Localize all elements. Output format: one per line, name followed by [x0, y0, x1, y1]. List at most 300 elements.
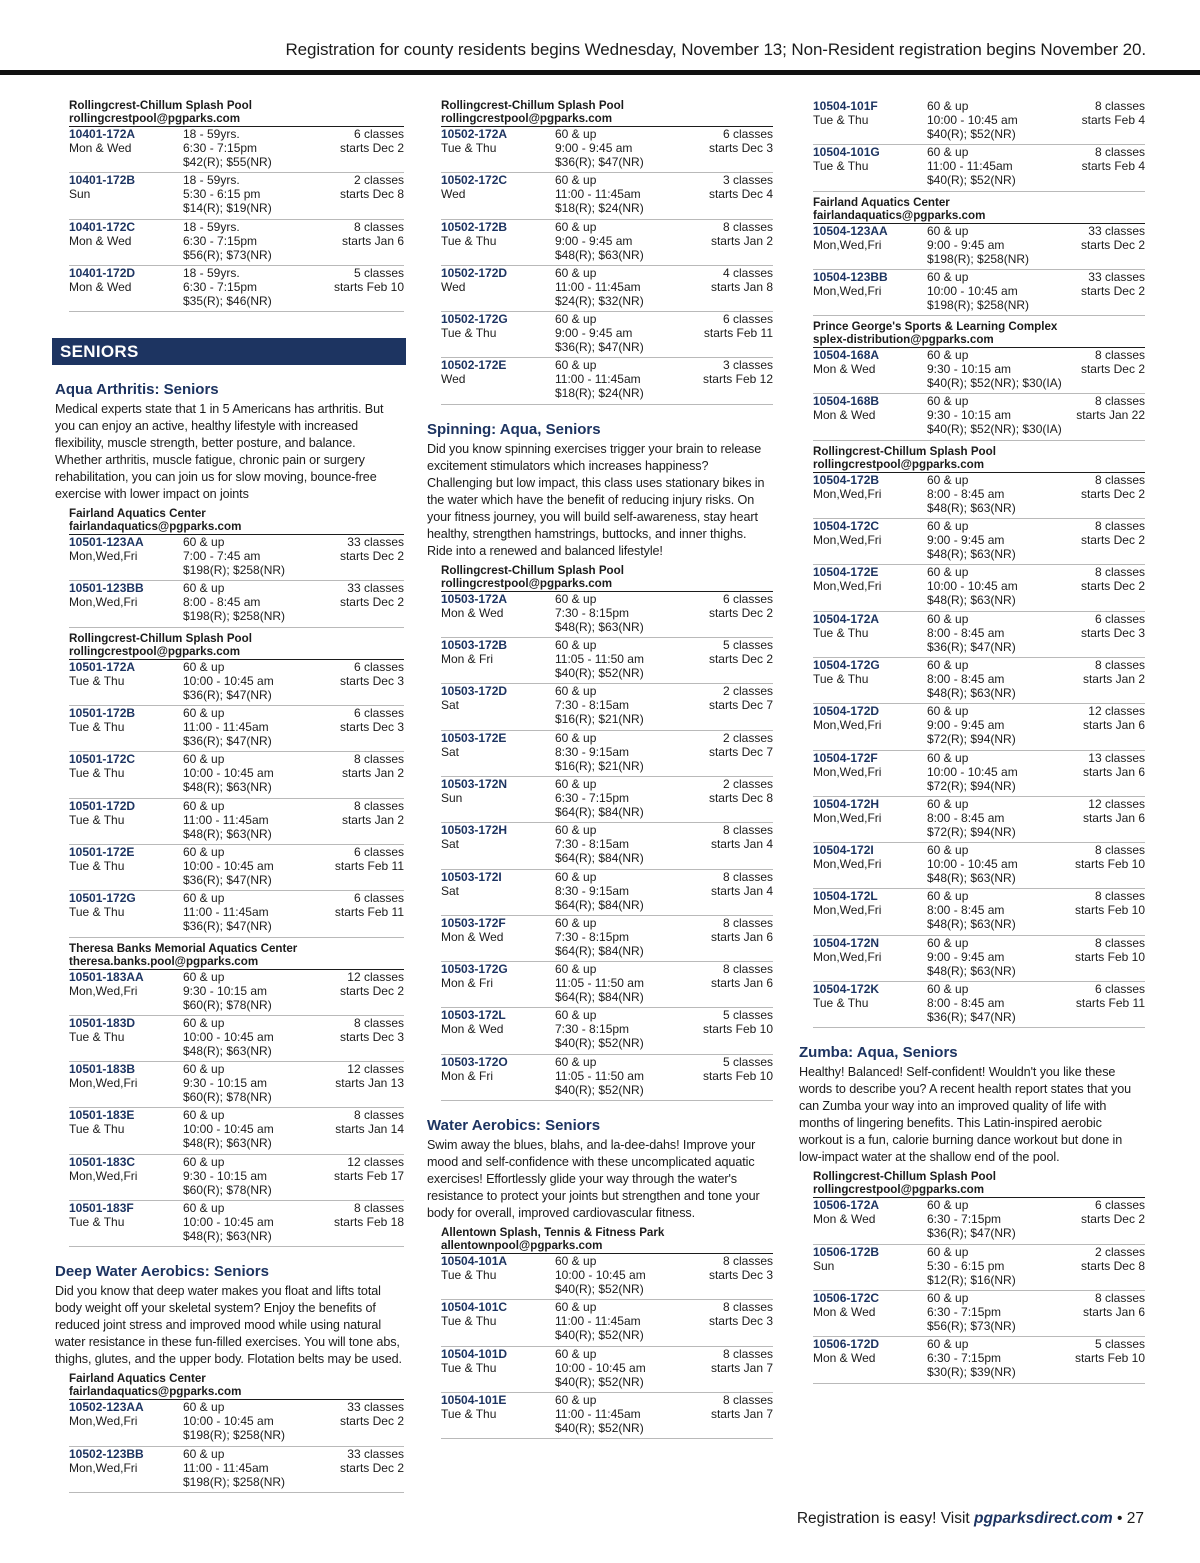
location-block [813, 196, 1145, 317]
class-time: 9:00 - 9:45 am [555, 326, 633, 341]
class-age: 60 & up [183, 891, 225, 906]
class-time: 7:00 - 7:45 am [183, 549, 261, 564]
class-age: 60 & up [927, 519, 969, 534]
class-time: 10:00 - 10:45 am [927, 113, 1018, 127]
class-days: Mon,Wed,Fri [69, 1414, 138, 1429]
class-age: 60 & up [927, 348, 969, 363]
class-time: 9:00 - 9:45 am [555, 141, 633, 155]
class-days: Sun [813, 1258, 835, 1273]
class-count: 8 classes [353, 219, 404, 234]
class-row[interactable] [441, 777, 773, 823]
class-age: 60 & up [927, 145, 969, 160]
class-time: 7:30 - 8:15pm [555, 929, 630, 944]
class-age: 18 - 59yrs. [183, 219, 240, 234]
class-fee: $30(R); $39(NR) [927, 1365, 1016, 1380]
program-title: Zumba: Aqua, Seniors [799, 1044, 958, 1062]
class-row[interactable] [441, 638, 773, 684]
class-row[interactable] [441, 1055, 773, 1101]
class-count: 8 classes [1094, 348, 1145, 363]
class-time: 9:30 - 10:15 am [183, 1076, 268, 1091]
class-row[interactable] [813, 1337, 1145, 1383]
class-age: 60 & up [555, 1392, 597, 1407]
class-row[interactable] [813, 1198, 1145, 1244]
class-start-date: starts Jan 8 [710, 279, 773, 294]
class-row[interactable] [441, 823, 773, 869]
program-title: Deep Water Aerobics: Seniors [55, 1263, 269, 1281]
class-count: 6 classes [722, 127, 773, 141]
class-fee: $40(R); $52(NR) [555, 1282, 644, 1297]
class-code: 10504-172E [813, 565, 879, 580]
class-list [813, 99, 1145, 192]
class-time: 6:30 - 7:15pm [183, 233, 258, 248]
class-row[interactable] [69, 799, 404, 845]
class-days: Mon,Wed,Fri [813, 237, 882, 252]
location-block [813, 1170, 1145, 1383]
class-row[interactable] [813, 224, 1145, 270]
class-days: Sun [441, 790, 463, 805]
location-email[interactable]: allentownpool@pgparks.com [441, 1239, 773, 1254]
class-time: 11:00 - 11:45am [183, 812, 269, 827]
class-days: Mon & Wed [813, 1212, 876, 1227]
class-count: 8 classes [722, 962, 773, 977]
class-row[interactable] [441, 1254, 773, 1300]
location-name: Fairland Aquatics Center [813, 195, 950, 209]
class-days: Mon & Fri [441, 652, 494, 667]
class-fee: $36(R); $47(NR) [555, 340, 644, 355]
class-time: 10:00 - 10:45 am [555, 1360, 646, 1375]
class-time: 8:00 - 8:45 am [927, 903, 1005, 918]
location-email[interactable]: fairlandaquatics@pgparks.com [813, 209, 1145, 224]
class-count: 8 classes [722, 915, 773, 930]
class-row[interactable] [69, 970, 404, 1016]
class-row[interactable] [441, 962, 773, 1008]
class-start-date: starts Dec 3 [708, 1268, 773, 1283]
class-count: 8 classes [1094, 889, 1145, 904]
footer-text: Registration is easy! Visit [796, 1510, 975, 1527]
class-age: 60 & up [927, 223, 969, 238]
class-row[interactable] [813, 473, 1145, 519]
class-fee: $18(R); $24(NR) [555, 201, 644, 216]
class-time: 11:00 - 11:45am [555, 1406, 641, 1421]
class-start-date: starts Jan 4 [710, 837, 773, 852]
class-age: 60 & up [183, 1062, 225, 1077]
class-days: Tue & Thu [441, 1314, 497, 1329]
class-count: 8 classes [722, 1254, 773, 1269]
class-days: Mon & Wed [813, 1304, 876, 1319]
class-time: 11:05 - 11:50 am [555, 1068, 644, 1083]
location-email[interactable]: rollingcrestpool@pgparks.com [69, 112, 404, 127]
class-fee: $40(R); $52(NR) [927, 173, 1016, 188]
class-age: 60 & up [183, 1154, 225, 1169]
section-heading: SENIORS [52, 338, 406, 365]
class-fee: $36(R); $47(NR) [183, 919, 272, 934]
location-name: Rollingcrest-Chillum Splash Pool [441, 563, 624, 577]
class-time: 8:00 - 8:45 am [927, 671, 1005, 686]
class-count: 33 classes [1088, 269, 1145, 284]
class-start-date: starts Jan 6 [1082, 810, 1145, 825]
class-row[interactable] [69, 1201, 404, 1247]
class-row[interactable] [441, 592, 773, 638]
class-time: 10:00 - 10:45 am [183, 673, 274, 688]
class-row[interactable] [69, 1016, 404, 1062]
class-time: 11:00 - 11:45am [183, 1460, 269, 1475]
class-start-date: starts Dec 2 [339, 1414, 404, 1429]
class-row[interactable] [441, 684, 773, 730]
class-code: 10502-123AA [69, 1400, 144, 1415]
class-fee: $36(R); $47(NR) [927, 1226, 1016, 1241]
class-row[interactable] [441, 731, 773, 777]
class-age: 60 & up [183, 581, 225, 596]
class-days: Sat [441, 883, 460, 898]
class-fee: $40(R); $52(NR); $30(IA) [927, 376, 1062, 391]
class-time: 11:00 - 11:45am [555, 1314, 641, 1329]
class-days: Mon,Wed,Fri [69, 1460, 138, 1475]
class-fee: $36(R); $47(NR) [555, 155, 644, 169]
class-start-date: starts Dec 2 [1080, 362, 1145, 377]
class-age: 18 - 59yrs. [183, 127, 240, 141]
class-days: Mon & Fri [441, 1068, 494, 1083]
class-days: Sat [441, 744, 460, 759]
class-age: 60 & up [927, 935, 969, 950]
class-fee: $36(R); $47(NR) [183, 687, 272, 702]
class-age: 60 & up [555, 730, 597, 745]
class-row[interactable] [69, 845, 404, 891]
class-code: 10501-123AA [69, 535, 144, 550]
class-days: Mon,Wed,Fri [69, 595, 138, 610]
class-row[interactable] [441, 1393, 773, 1439]
class-row[interactable] [441, 127, 773, 173]
class-code: 10504-101D [441, 1346, 508, 1361]
class-row[interactable] [813, 658, 1145, 704]
class-row[interactable] [813, 270, 1145, 316]
class-fee: $48(R); $63(NR) [555, 619, 644, 634]
location-email[interactable]: theresa.banks.pool@pgparks.com [69, 955, 404, 970]
class-fee: $48(R); $63(NR) [555, 247, 644, 262]
class-row[interactable] [69, 220, 404, 266]
class-row[interactable] [69, 706, 404, 752]
location-email[interactable]: rollingcrestpool@pgparks.com [813, 1183, 1145, 1198]
class-row[interactable] [441, 173, 773, 219]
class-time: 11:00 - 11:45am [555, 279, 641, 294]
class-fee: $16(R); $21(NR) [555, 712, 644, 727]
class-age: 60 & up [555, 173, 597, 188]
class-row[interactable] [813, 99, 1145, 145]
class-row[interactable] [441, 1347, 773, 1393]
class-count: 2 classes [722, 776, 773, 791]
class-row[interactable] [441, 916, 773, 962]
class-row[interactable] [69, 1108, 404, 1154]
class-row[interactable] [813, 982, 1145, 1028]
class-start-date: starts Feb 10 [1074, 949, 1145, 964]
class-start-date: starts Feb 10 [333, 279, 404, 294]
class-days: Tue & Thu [69, 1029, 125, 1044]
class-age: 60 & up [927, 1244, 969, 1259]
class-count: 8 classes [1094, 472, 1145, 487]
class-row[interactable] [69, 173, 404, 219]
class-row[interactable] [813, 889, 1145, 935]
location-block [441, 99, 773, 405]
class-row[interactable] [813, 843, 1145, 889]
class-count: 6 classes [353, 127, 404, 141]
class-fee: $60(R); $78(NR) [183, 1182, 272, 1197]
class-start-date: starts Jan 14 [335, 1122, 404, 1137]
class-start-date: starts Feb 4 [1081, 159, 1145, 174]
class-start-date: starts Jan 4 [710, 883, 773, 898]
page-header [0, 0, 1200, 76]
class-fee: $48(R); $63(NR) [927, 547, 1016, 562]
class-start-date: starts Dec 3 [708, 141, 773, 155]
class-time: 8:00 - 8:45 am [927, 486, 1005, 501]
location-email[interactable]: rollingcrestpool@pgparks.com [69, 645, 404, 660]
class-fee: $40(R); $52(NR) [555, 1082, 644, 1097]
class-fee: $48(R); $63(NR) [183, 1136, 272, 1151]
class-fee: $40(R); $52(NR) [555, 666, 644, 681]
class-age: 60 & up [927, 704, 969, 719]
class-start-date: starts Dec 3 [708, 1314, 773, 1329]
class-code: 10502-172A [441, 127, 508, 141]
location-block [441, 564, 773, 1101]
class-count: 5 classes [722, 1054, 773, 1069]
class-row[interactable] [441, 1300, 773, 1346]
footer-website-link[interactable]: pgparksdirect.com [974, 1510, 1113, 1527]
class-days: Tue & Thu [441, 1406, 497, 1421]
class-code: 10503-172A [441, 591, 508, 606]
class-time: 8:00 - 8:45 am [927, 996, 1005, 1011]
class-row[interactable] [441, 358, 773, 404]
class-code: 10401-172D [69, 265, 136, 280]
class-row[interactable] [441, 266, 773, 312]
class-count: 33 classes [1088, 223, 1145, 238]
class-row[interactable] [441, 1008, 773, 1054]
class-fee: $18(R); $24(NR) [555, 386, 644, 401]
class-count: 5 classes [353, 265, 404, 280]
class-age: 60 & up [927, 889, 969, 904]
class-days: Mon & Wed [813, 408, 876, 423]
class-fee: $48(R); $63(NR) [183, 780, 272, 795]
class-fee: $12(R); $16(NR) [927, 1272, 1016, 1287]
class-row[interactable] [813, 394, 1145, 440]
class-days: Tue & Thu [813, 996, 869, 1011]
class-code: 10503-172F [441, 915, 506, 930]
program-description: Did you know spinning exercises trigger your brain to release excitement stimulators which increases happiness? Challenging but low impact, this class uses stationary bikes in the water which have the benefit of reducing injury risks. On your fitness journey, you will build self-awareness, stay heart healthy, strengthen hamstrings, buttocks, and inner thighs. Ride into a renewed and balanced lifestyle! [427, 441, 765, 558]
class-start-date: starts Feb 10 [702, 1068, 773, 1083]
class-days: Mon,Wed,Fri [69, 1076, 138, 1091]
class-row[interactable] [813, 519, 1145, 565]
class-count: 5 classes [1094, 1337, 1145, 1352]
class-days: Sat [441, 837, 460, 852]
class-days: Mon & Wed [69, 233, 132, 248]
class-row[interactable] [69, 127, 404, 173]
class-fee: $40(R); $52(NR); $30(IA) [927, 422, 1062, 437]
class-days: Mon & Wed [69, 279, 132, 294]
class-days: Tue & Thu [441, 1268, 497, 1283]
class-code: 10504-123BB [813, 269, 888, 284]
class-days: Mon,Wed,Fri [813, 579, 882, 594]
class-days: Mon & Wed [69, 141, 132, 155]
class-count: 8 classes [1094, 519, 1145, 534]
class-code: 10502-123BB [69, 1446, 144, 1461]
class-code: 10501-172B [69, 706, 136, 721]
class-age: 60 & up [927, 657, 969, 672]
class-time: 8:00 - 8:45 am [927, 625, 1005, 640]
class-start-date: starts Jan 6 [341, 233, 404, 248]
location-email[interactable]: rollingcrestpool@pgparks.com [813, 458, 1145, 473]
class-count: 33 classes [347, 535, 404, 550]
class-fee: $14(R); $19(NR) [183, 201, 272, 216]
class-age: 60 & up [183, 1400, 225, 1415]
program-description: Swim away the blues, blahs, and la-dee-dahs! Improve your mood and self-confidence with these uncomplicated aquatic exercises! Effortlessly glide your way through the water's resistance to protect your joints but strengthen and tone your body for overall, improved cardiovascular fitness. [427, 1138, 760, 1221]
class-code: 10504-172K [813, 982, 880, 997]
class-row[interactable] [813, 348, 1145, 394]
class-count: 8 classes [1094, 843, 1145, 858]
class-code: 10502-172B [441, 219, 508, 234]
class-age: 60 & up [555, 869, 597, 884]
class-time: 5:30 - 6:15 pm [927, 1258, 1005, 1273]
class-code: 10503-172N [441, 776, 508, 791]
class-days: Mon & Wed [441, 929, 504, 944]
class-count: 3 classes [722, 358, 773, 373]
class-row[interactable] [69, 1400, 404, 1446]
class-fee: $36(R); $47(NR) [183, 872, 272, 887]
class-age: 60 & up [555, 1300, 597, 1315]
class-count: 8 classes [1094, 99, 1145, 113]
class-code: 10503-172I [441, 869, 502, 884]
class-code: 10504-172I [813, 843, 874, 858]
class-count: 8 classes [1094, 394, 1145, 409]
class-start-date: starts Dec 2 [1080, 486, 1145, 501]
class-start-date: starts Dec 2 [1080, 579, 1145, 594]
class-start-date: starts Feb 10 [1074, 1351, 1145, 1366]
class-age: 18 - 59yrs. [183, 173, 240, 188]
class-count: 2 classes [722, 730, 773, 745]
class-time: 9:30 - 10:15 am [183, 983, 268, 998]
class-start-date: starts Jan 6 [1082, 764, 1145, 779]
class-fee: $42(R); $55(NR) [183, 155, 272, 169]
location-email[interactable]: fairlandaquatics@pgparks.com [69, 1385, 404, 1400]
class-fee: $72(R); $94(NR) [927, 732, 1016, 747]
class-count: 6 classes [353, 706, 404, 721]
class-row[interactable] [813, 145, 1145, 191]
class-row[interactable] [813, 704, 1145, 750]
class-days: Tue & Thu [813, 671, 869, 686]
class-start-date: starts Feb 11 [334, 905, 404, 920]
class-count: 4 classes [722, 265, 773, 280]
class-age: 60 & up [927, 982, 969, 997]
class-time: 6:30 - 7:15pm [927, 1212, 1002, 1227]
class-age: 60 & up [183, 706, 225, 721]
class-fee: $48(R); $63(NR) [183, 1043, 272, 1058]
class-start-date: starts Feb 4 [1081, 113, 1145, 127]
class-fee: $60(R); $78(NR) [183, 997, 272, 1012]
class-code: 10503-172D [441, 684, 508, 699]
class-start-date: starts Jan 6 [1082, 1304, 1145, 1319]
class-days: Mon,Wed,Fri [813, 949, 882, 964]
class-row[interactable] [441, 220, 773, 266]
class-count: 13 classes [1088, 750, 1145, 765]
class-days: Tue & Thu [69, 673, 125, 688]
class-days: Mon,Wed,Fri [69, 1168, 138, 1183]
class-age: 60 & up [555, 312, 597, 327]
location-email[interactable]: splex-distribution@pgparks.com [813, 333, 1145, 348]
class-code: 10504-101E [441, 1392, 507, 1407]
class-row[interactable] [813, 1245, 1145, 1291]
class-code: 10401-172B [69, 173, 136, 188]
class-fee: $64(R); $84(NR) [555, 851, 644, 866]
class-count: 8 classes [353, 1108, 404, 1123]
class-row[interactable] [813, 797, 1145, 843]
class-row[interactable] [813, 936, 1145, 982]
class-age: 60 & up [927, 1337, 969, 1352]
class-code: 10503-172G [441, 962, 508, 977]
class-row[interactable] [69, 1447, 404, 1493]
class-code: 10501-172E [69, 844, 135, 859]
class-count: 12 classes [1088, 796, 1145, 811]
class-row[interactable] [69, 891, 404, 937]
location-block [69, 632, 404, 938]
class-count: 8 classes [353, 752, 404, 767]
class-age: 60 & up [555, 127, 597, 141]
class-code: 10504-172A [813, 611, 880, 626]
class-time: 11:05 - 11:50 am [555, 976, 644, 991]
class-row[interactable] [441, 870, 773, 916]
class-count: 3 classes [722, 173, 773, 188]
class-count: 6 classes [353, 844, 404, 859]
class-count: 6 classes [722, 312, 773, 327]
program-description: Medical experts state that 1 in 5 Americans has arthritis. But you can enjoy an active, healthy lifestyle with increased flexibility, muscle strength, better posture, and balance. Whether arthritis, muscle fatigue, chronic pain or surgery rehabilitation, you can join us for slow moving, bounce-free exercise with lower impact on joints [55, 402, 384, 502]
class-start-date: starts Dec 2 [708, 605, 773, 620]
class-time: 11:00 - 11:45am [183, 905, 269, 920]
class-row[interactable] [813, 1291, 1145, 1337]
class-row[interactable] [813, 565, 1145, 611]
class-code: 10504-172N [813, 935, 880, 950]
class-age: 60 & up [555, 1254, 597, 1269]
class-age: 60 & up [927, 796, 969, 811]
class-start-date: starts Dec 2 [1080, 237, 1145, 252]
class-row[interactable] [441, 312, 773, 358]
location-email[interactable]: fairlandaquatics@pgparks.com [69, 520, 404, 535]
class-time: 10:00 - 10:45 am [183, 1029, 274, 1044]
class-row[interactable] [69, 581, 404, 627]
class-row[interactable] [69, 266, 404, 312]
class-days: Tue & Thu [441, 233, 497, 248]
class-age: 60 & up [927, 472, 969, 487]
class-age: 60 & up [183, 798, 225, 813]
class-row[interactable] [69, 752, 404, 798]
class-row[interactable] [813, 751, 1145, 797]
column-left [55, 95, 404, 1493]
class-code: 10506-172B [813, 1244, 880, 1259]
class-row[interactable] [69, 535, 404, 581]
class-code: 10501-172D [69, 798, 136, 813]
class-row[interactable] [69, 1062, 404, 1108]
location-block [813, 320, 1145, 441]
location-email[interactable]: rollingcrestpool@pgparks.com [441, 112, 773, 127]
class-age: 60 & up [555, 591, 597, 606]
class-days: Tue & Thu [69, 766, 125, 781]
class-time: 6:30 - 7:15pm [183, 141, 258, 155]
class-code: 10504-172B [813, 472, 880, 487]
class-row[interactable] [69, 660, 404, 706]
location-email[interactable]: rollingcrestpool@pgparks.com [441, 577, 773, 592]
class-row[interactable] [69, 1155, 404, 1201]
class-age: 60 & up [183, 1446, 225, 1461]
location-block [69, 99, 404, 312]
class-fee: $48(R); $63(NR) [927, 917, 1016, 932]
class-start-date: starts Dec 2 [708, 652, 773, 667]
class-time: 11:00 - 11:45am [555, 372, 641, 387]
class-count: 5 classes [722, 638, 773, 653]
class-row[interactable] [813, 612, 1145, 658]
